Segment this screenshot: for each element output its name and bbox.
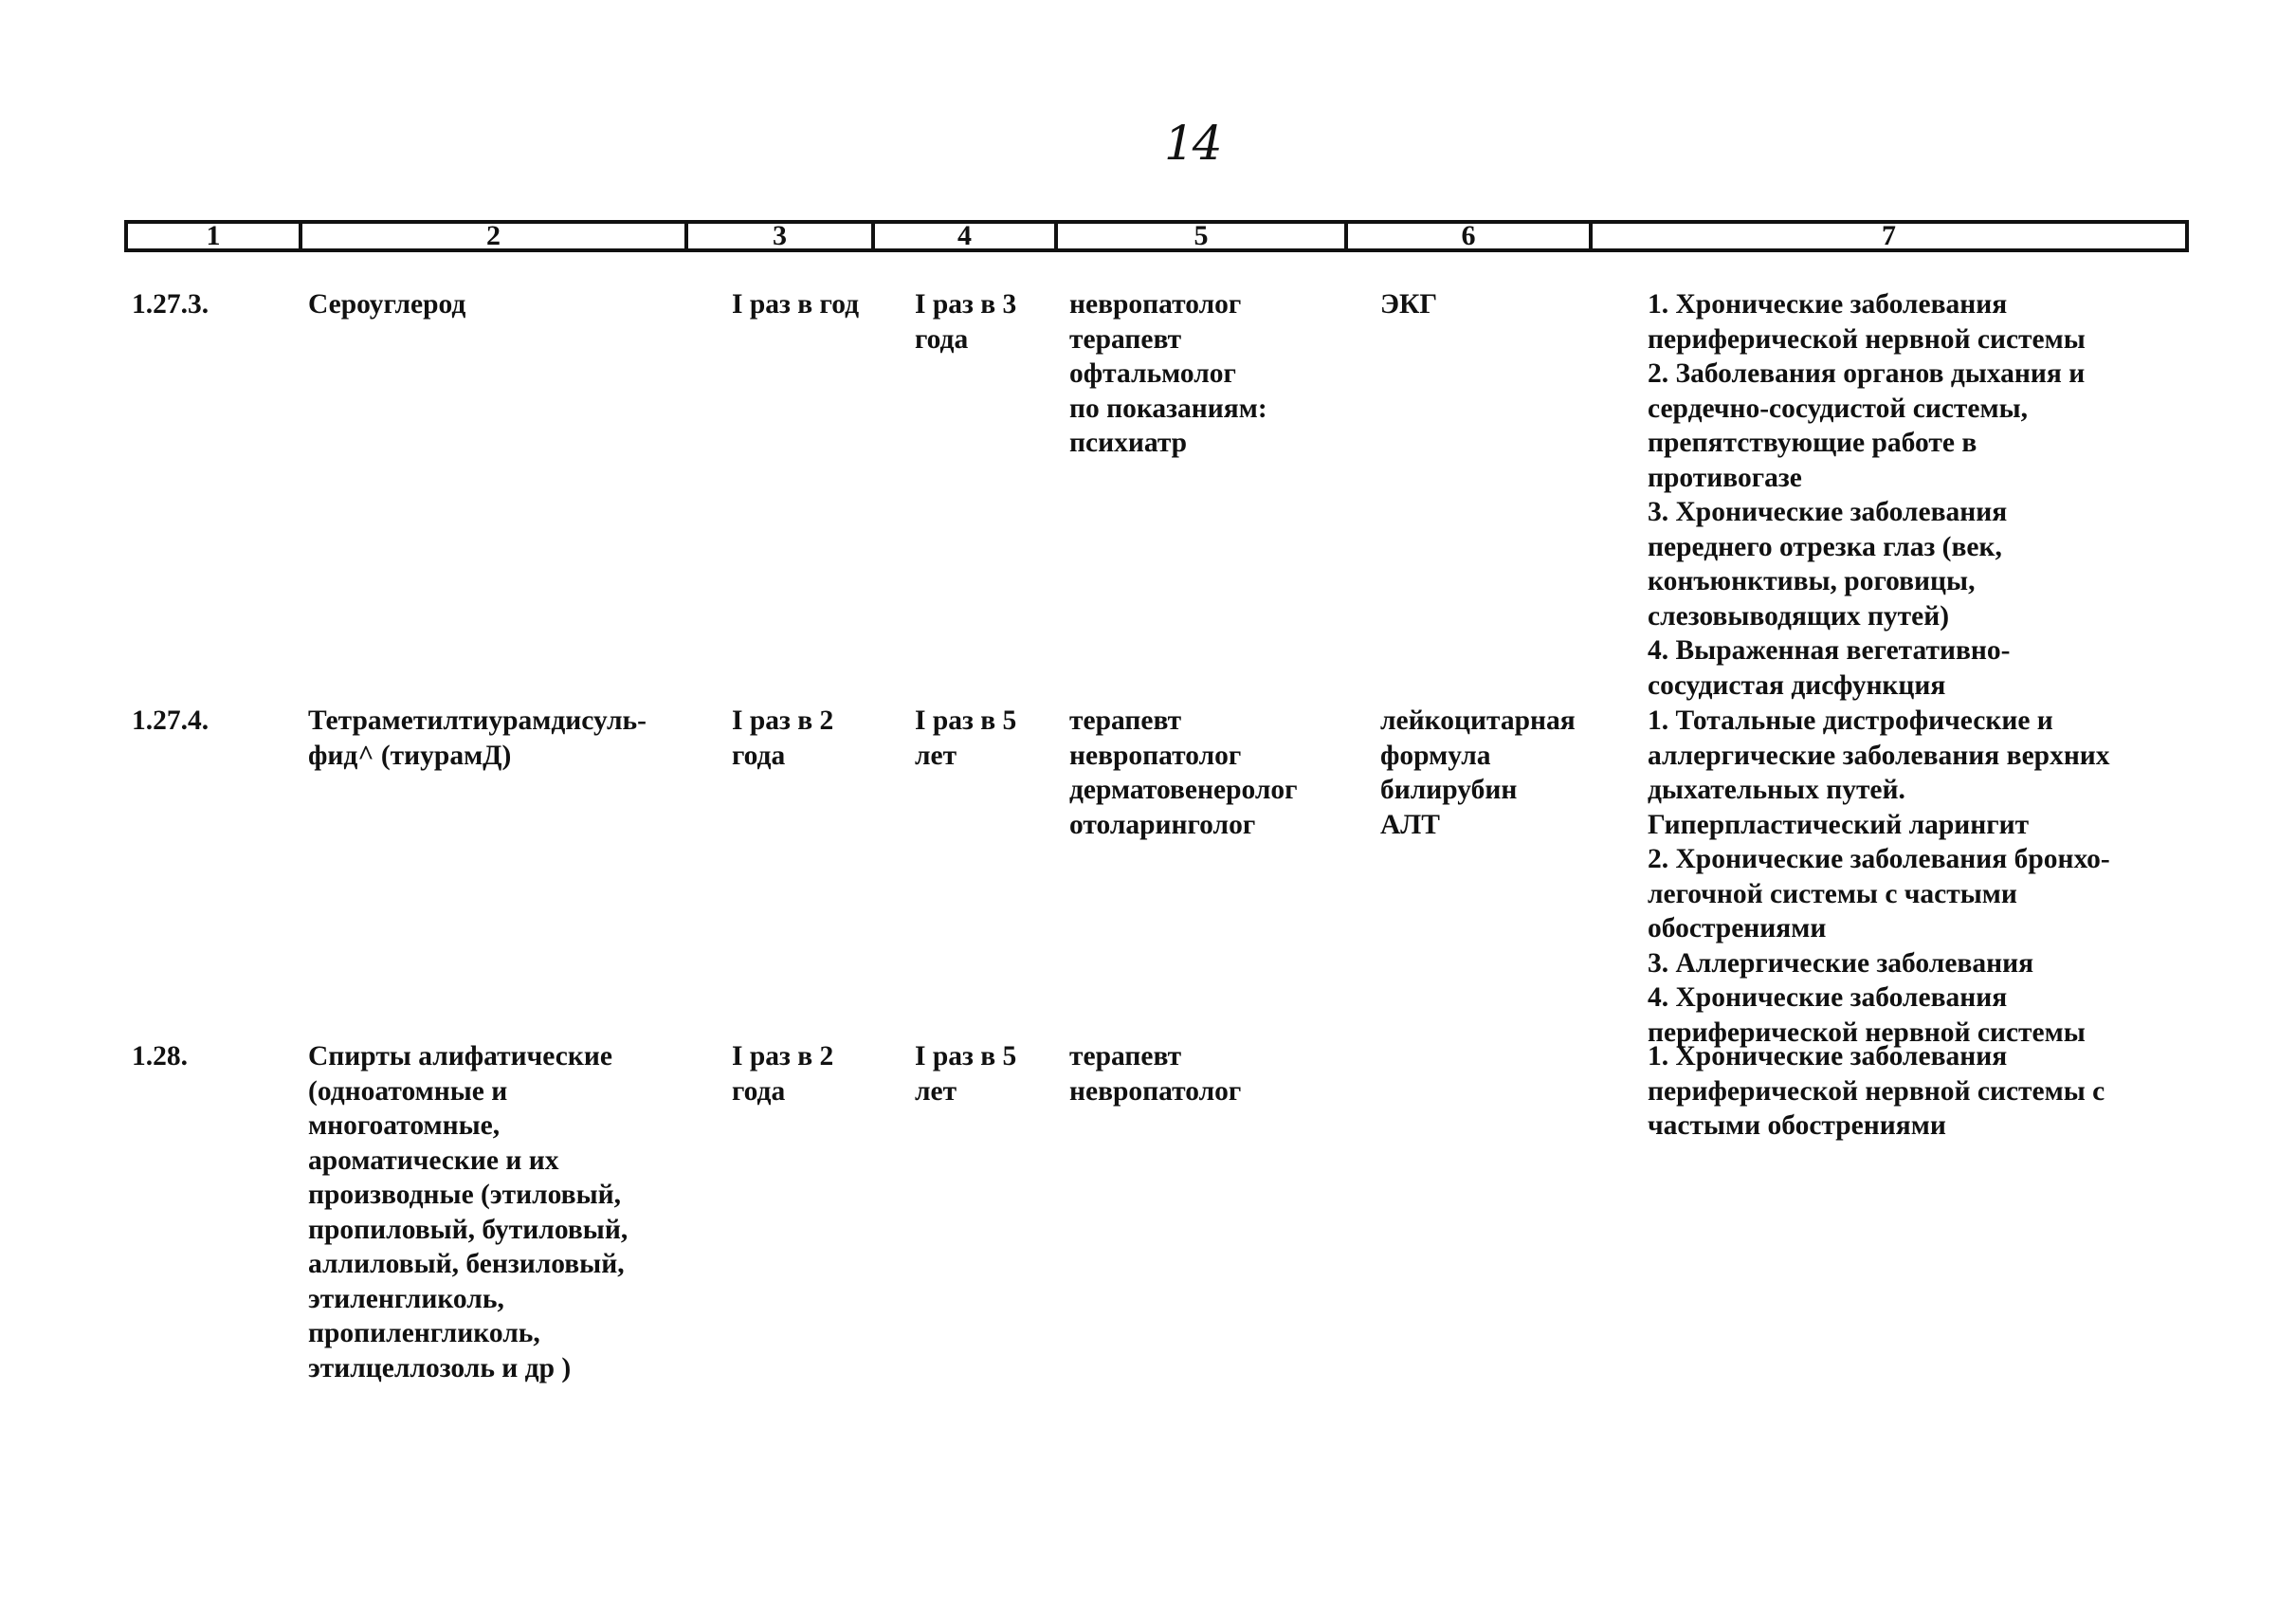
exam-frequency: I раз в 2 года <box>732 705 834 771</box>
column-header-4: 4 <box>875 224 1058 248</box>
exam-frequency: I раз в год <box>732 289 860 320</box>
row-number: 1.27.4. <box>132 705 210 736</box>
lab-tests: ЭКГ <box>1380 289 1438 320</box>
contraindications: 1. Хронические заболевания периферической нервной системы 2. Заболевания органов дыхания и сердечно-сосудистой системы, препятствующие работе в противогазе 3. Хронические заболевания переднего отрезка глаз (век, конъюнктивы, роговицы, слезовыводящих путей) 4. Выраженная вегетативно- сосудистая дисфункция <box>1648 289 2086 701</box>
substance-name: Спирты алифатические (одноатомные и многоатомные, ароматические и их производные (этиловый, пропиловый, бутиловый, аллиловый, бензиловый, этиленгликоль, пропиленгликоль, этилцеллозоль и др ) <box>308 1041 629 1383</box>
doctors-list: невропатолог терапевт офтальмолог по показаниям: психиатр <box>1069 289 1267 458</box>
contraindications: 1. Хронические заболевания периферической нервной системы с частыми обострениями <box>1648 1041 2105 1141</box>
exam-frequency-secondary: I раз в 5 лет <box>915 705 1017 771</box>
row-number: 1.28. <box>132 1041 188 1072</box>
substance-name: Тетраметилтиурамдисуль- фид^ (тиурамД) <box>308 705 647 771</box>
contraindications: 1. Тотальные дистрофические и аллергические заболевания верхних дыхательных путей. Гиперпластический ларингит 2. Хронические заболевания бронхо- легочной системы с частыми обострениями 3. Аллергические заболевания 4. Хронические заболевания периферической нервной системы <box>1648 705 2110 1048</box>
column-header-2: 2 <box>302 224 688 248</box>
lab-tests: лейкоцитарная формула билирубин АЛТ <box>1380 705 1576 840</box>
table-header <box>124 220 2189 252</box>
column-header-3: 3 <box>688 224 875 248</box>
column-header-7: 7 <box>1882 224 1896 248</box>
doctors-list: терапевт невропатолог <box>1069 1041 1242 1107</box>
substance-name: Сероуглерод <box>308 289 466 320</box>
page-number: 14 <box>1164 116 1221 171</box>
doctors-list: терапевт невропатолог дерматовенеролог отоларинголог <box>1069 705 1298 840</box>
column-header-6: 6 <box>1348 224 1593 248</box>
row-number: 1.27.3. <box>132 289 210 320</box>
column-header-1: 1 <box>128 224 302 248</box>
column-header-5: 5 <box>1058 224 1348 248</box>
exam-frequency-secondary: I раз в 3 года <box>915 289 1017 355</box>
exam-frequency-secondary: I раз в 5 лет <box>915 1041 1017 1107</box>
exam-frequency: I раз в 2 года <box>732 1041 834 1107</box>
